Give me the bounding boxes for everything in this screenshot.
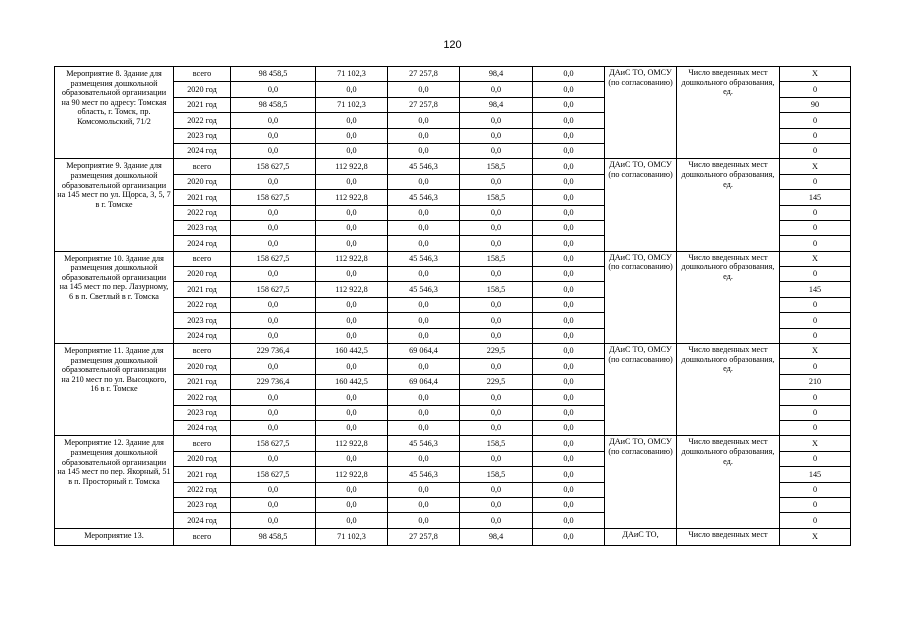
indicator-value-cell: 0 — [780, 359, 851, 374]
total-cell: 0,0 — [231, 297, 316, 312]
extra-cell: 0,0 — [533, 113, 605, 128]
period-cell: 2022 год — [174, 113, 231, 128]
period-cell: всего — [174, 159, 231, 174]
indicator-value-cell: X — [780, 436, 851, 451]
regional-cell: 0,0 — [388, 143, 460, 158]
executor-cell: ДАиС ТО, ОМСУ (по согласованию) — [605, 67, 677, 159]
extra-cell: 0,0 — [533, 405, 605, 420]
extra-cell: 0,0 — [533, 236, 605, 251]
local-cell: 0,0 — [460, 267, 533, 282]
federal-cell: 0,0 — [316, 297, 388, 312]
period-cell: 2023 год — [174, 313, 231, 328]
extra-cell: 0,0 — [533, 482, 605, 497]
total-cell: 0,0 — [231, 205, 316, 220]
total-cell: 0,0 — [231, 390, 316, 405]
regional-cell: 0,0 — [388, 359, 460, 374]
indicator-value-cell: 145 — [780, 467, 851, 482]
federal-cell: 0,0 — [316, 328, 388, 343]
extra-cell: 0,0 — [533, 205, 605, 220]
local-cell: 0,0 — [460, 420, 533, 435]
total-cell: 0,0 — [231, 328, 316, 343]
total-cell: 158 627,5 — [231, 282, 316, 297]
local-cell: 0,0 — [460, 82, 533, 97]
indicator-cell: Число введенных мест дошкольного образования, ед. — [677, 159, 780, 251]
total-cell: 158 627,5 — [231, 467, 316, 482]
period-cell: всего — [174, 344, 231, 359]
federal-cell: 0,0 — [316, 128, 388, 143]
period-cell: 2024 год — [174, 513, 231, 528]
federal-cell: 160 442,5 — [316, 344, 388, 359]
total-cell: 158 627,5 — [231, 159, 316, 174]
local-cell: 0,0 — [460, 128, 533, 143]
period-cell: 2021 год — [174, 97, 231, 112]
total-cell: 158 627,5 — [231, 190, 316, 205]
federal-cell: 0,0 — [316, 390, 388, 405]
regional-cell: 0,0 — [388, 451, 460, 466]
indicator-value-cell: 0 — [780, 297, 851, 312]
total-cell: 98 458,5 — [231, 528, 316, 545]
regional-cell: 45 546,3 — [388, 436, 460, 451]
regional-cell: 45 546,3 — [388, 190, 460, 205]
federal-cell: 0,0 — [316, 513, 388, 528]
indicator-value-cell: 0 — [780, 236, 851, 251]
total-cell: 0,0 — [231, 236, 316, 251]
total-cell: 0,0 — [231, 420, 316, 435]
total-cell: 0,0 — [231, 482, 316, 497]
total-cell: 0,0 — [231, 313, 316, 328]
indicator-value-cell: 0 — [780, 205, 851, 220]
total-cell: 229 736,4 — [231, 374, 316, 389]
extra-cell: 0,0 — [533, 528, 605, 545]
period-cell: 2021 год — [174, 467, 231, 482]
local-cell: 158,5 — [460, 436, 533, 451]
regional-cell: 45 546,3 — [388, 467, 460, 482]
period-cell: 2024 год — [174, 236, 231, 251]
total-cell: 0,0 — [231, 405, 316, 420]
local-cell: 0,0 — [460, 313, 533, 328]
extra-cell: 0,0 — [533, 174, 605, 189]
regional-cell: 0,0 — [388, 113, 460, 128]
regional-cell: 0,0 — [388, 420, 460, 435]
federal-cell: 112 922,8 — [316, 251, 388, 266]
local-cell: 0,0 — [460, 451, 533, 466]
local-cell: 0,0 — [460, 236, 533, 251]
local-cell: 98,4 — [460, 97, 533, 112]
executor-cell: ДАиС ТО, — [605, 528, 677, 545]
federal-cell: 160 442,5 — [316, 374, 388, 389]
activity-name-cell: Мероприятие 9. Здание для размещения дошкольной образовательной организации на 145 мест по ул. Щорса, 3, 5, 7 в г. Томске — [55, 159, 174, 251]
indicator-value-cell: 0 — [780, 174, 851, 189]
total-cell: 0,0 — [231, 174, 316, 189]
indicator-value-cell: 0 — [780, 420, 851, 435]
indicator-cell: Число введенных мест дошкольного образования, ед. — [677, 251, 780, 343]
budget-table — [54, 66, 851, 546]
indicator-cell: Число введенных мест дошкольного образования, ед. — [677, 344, 780, 436]
federal-cell: 0,0 — [316, 220, 388, 235]
local-cell: 0,0 — [460, 513, 533, 528]
period-cell: 2023 год — [174, 497, 231, 512]
federal-cell: 0,0 — [316, 82, 388, 97]
indicator-value-cell: 210 — [780, 374, 851, 389]
extra-cell: 0,0 — [533, 497, 605, 512]
regional-cell: 0,0 — [388, 482, 460, 497]
period-cell: 2022 год — [174, 482, 231, 497]
indicator-cell: Число введенных мест — [677, 528, 780, 545]
extra-cell: 0,0 — [533, 128, 605, 143]
extra-cell: 0,0 — [533, 220, 605, 235]
total-cell: 0,0 — [231, 497, 316, 512]
period-cell: всего — [174, 436, 231, 451]
regional-cell: 45 546,3 — [388, 251, 460, 266]
local-cell: 98,4 — [460, 528, 533, 545]
period-cell: всего — [174, 251, 231, 266]
period-cell: 2022 год — [174, 297, 231, 312]
indicator-value-cell: 0 — [780, 451, 851, 466]
period-cell: 2021 год — [174, 190, 231, 205]
regional-cell: 27 257,8 — [388, 97, 460, 112]
indicator-value-cell: 0 — [780, 220, 851, 235]
extra-cell: 0,0 — [533, 420, 605, 435]
regional-cell: 0,0 — [388, 205, 460, 220]
extra-cell: 0,0 — [533, 513, 605, 528]
activity-name-cell: Мероприятие 12. Здание для размещения дошкольной образовательной организации на 145 мест по пер. Якорный, 51 в п. Просторный г. Томска — [55, 436, 174, 528]
local-cell: 0,0 — [460, 113, 533, 128]
table-row — [55, 436, 851, 451]
federal-cell: 112 922,8 — [316, 190, 388, 205]
federal-cell: 112 922,8 — [316, 436, 388, 451]
total-cell: 158 627,5 — [231, 436, 316, 451]
local-cell: 0,0 — [460, 328, 533, 343]
indicator-value-cell: X — [780, 528, 851, 545]
indicator-value-cell: 0 — [780, 267, 851, 282]
federal-cell: 0,0 — [316, 497, 388, 512]
period-cell: 2021 год — [174, 282, 231, 297]
extra-cell: 0,0 — [533, 359, 605, 374]
regional-cell: 0,0 — [388, 267, 460, 282]
total-cell: 229 736,4 — [231, 344, 316, 359]
extra-cell: 0,0 — [533, 267, 605, 282]
local-cell: 158,5 — [460, 159, 533, 174]
executor-cell: ДАиС ТО, ОМСУ (по согласованию) — [605, 159, 677, 251]
period-cell: всего — [174, 528, 231, 545]
extra-cell: 0,0 — [533, 374, 605, 389]
indicator-value-cell: X — [780, 67, 851, 82]
total-cell: 0,0 — [231, 143, 316, 158]
regional-cell: 0,0 — [388, 313, 460, 328]
period-cell: 2024 год — [174, 328, 231, 343]
indicator-value-cell: 0 — [780, 390, 851, 405]
indicator-value-cell: 0 — [780, 513, 851, 528]
regional-cell: 69 064,4 — [388, 344, 460, 359]
federal-cell: 71 102,3 — [316, 528, 388, 545]
period-cell: 2022 год — [174, 205, 231, 220]
activity-name-cell: Мероприятие 13. — [55, 528, 174, 545]
regional-cell: 0,0 — [388, 236, 460, 251]
local-cell: 0,0 — [460, 497, 533, 512]
activity-name-cell: Мероприятие 10. Здание для размещения дошкольной образовательной организации на 145 мест по пер. Лазурному, 6 в п. Светлый в г. Томска — [55, 251, 174, 343]
regional-cell: 45 546,3 — [388, 282, 460, 297]
local-cell: 0,0 — [460, 143, 533, 158]
extra-cell: 0,0 — [533, 328, 605, 343]
executor-cell: ДАиС ТО, ОМСУ (по согласованию) — [605, 251, 677, 343]
indicator-value-cell: X — [780, 159, 851, 174]
page-number: 120 — [443, 39, 462, 51]
extra-cell: 0,0 — [533, 143, 605, 158]
extra-cell: 0,0 — [533, 82, 605, 97]
indicator-value-cell: 0 — [780, 113, 851, 128]
total-cell: 158 627,5 — [231, 251, 316, 266]
federal-cell: 0,0 — [316, 205, 388, 220]
regional-cell: 0,0 — [388, 513, 460, 528]
federal-cell: 112 922,8 — [316, 282, 388, 297]
indicator-value-cell: 0 — [780, 497, 851, 512]
regional-cell: 0,0 — [388, 82, 460, 97]
total-cell: 0,0 — [231, 359, 316, 374]
local-cell: 0,0 — [460, 174, 533, 189]
federal-cell: 0,0 — [316, 236, 388, 251]
federal-cell: 0,0 — [316, 451, 388, 466]
indicator-value-cell: 90 — [780, 97, 851, 112]
total-cell: 0,0 — [231, 82, 316, 97]
indicator-value-cell: 0 — [780, 82, 851, 97]
local-cell: 158,5 — [460, 467, 533, 482]
federal-cell: 112 922,8 — [316, 467, 388, 482]
local-cell: 98,4 — [460, 67, 533, 82]
indicator-value-cell: 0 — [780, 482, 851, 497]
regional-cell: 27 257,8 — [388, 528, 460, 545]
indicator-value-cell: 145 — [780, 190, 851, 205]
federal-cell: 0,0 — [316, 267, 388, 282]
federal-cell: 0,0 — [316, 420, 388, 435]
local-cell: 0,0 — [460, 220, 533, 235]
local-cell: 0,0 — [460, 405, 533, 420]
period-cell: 2020 год — [174, 359, 231, 374]
extra-cell: 0,0 — [533, 97, 605, 112]
period-cell: 2024 год — [174, 143, 231, 158]
extra-cell: 0,0 — [533, 344, 605, 359]
federal-cell: 0,0 — [316, 313, 388, 328]
federal-cell: 0,0 — [316, 359, 388, 374]
period-cell: 2024 год — [174, 420, 231, 435]
local-cell: 158,5 — [460, 282, 533, 297]
executor-cell: ДАиС ТО, ОМСУ (по согласованию) — [605, 436, 677, 528]
table-row — [55, 251, 851, 266]
extra-cell: 0,0 — [533, 282, 605, 297]
extra-cell: 0,0 — [533, 313, 605, 328]
regional-cell: 69 064,4 — [388, 374, 460, 389]
local-cell: 158,5 — [460, 251, 533, 266]
total-cell: 0,0 — [231, 451, 316, 466]
period-cell: 2023 год — [174, 128, 231, 143]
indicator-value-cell: 0 — [780, 313, 851, 328]
regional-cell: 0,0 — [388, 128, 460, 143]
total-cell: 98 458,5 — [231, 97, 316, 112]
regional-cell: 0,0 — [388, 220, 460, 235]
local-cell: 0,0 — [460, 390, 533, 405]
extra-cell: 0,0 — [533, 390, 605, 405]
indicator-value-cell: X — [780, 251, 851, 266]
total-cell: 0,0 — [231, 513, 316, 528]
regional-cell: 0,0 — [388, 497, 460, 512]
regional-cell: 0,0 — [388, 297, 460, 312]
table-row — [55, 67, 851, 82]
local-cell: 229,5 — [460, 344, 533, 359]
indicator-value-cell: 0 — [780, 128, 851, 143]
local-cell: 0,0 — [460, 205, 533, 220]
local-cell: 158,5 — [460, 190, 533, 205]
period-cell: 2020 год — [174, 451, 231, 466]
regional-cell: 27 257,8 — [388, 67, 460, 82]
regional-cell: 45 546,3 — [388, 159, 460, 174]
extra-cell: 0,0 — [533, 190, 605, 205]
extra-cell: 0,0 — [533, 297, 605, 312]
federal-cell: 0,0 — [316, 174, 388, 189]
period-cell: 2022 год — [174, 390, 231, 405]
regional-cell: 0,0 — [388, 174, 460, 189]
table-row — [55, 528, 851, 545]
period-cell: 2023 год — [174, 405, 231, 420]
total-cell: 0,0 — [231, 113, 316, 128]
period-cell: всего — [174, 67, 231, 82]
indicator-value-cell: 145 — [780, 282, 851, 297]
regional-cell: 0,0 — [388, 390, 460, 405]
activity-name-cell: Мероприятие 8. Здание для размещения дошкольной образовательной организации на 90 мест по адресу: Томская область, г. Томск, пр. Комсомольский, 71/2 — [55, 67, 174, 159]
local-cell: 229,5 — [460, 374, 533, 389]
regional-cell: 0,0 — [388, 405, 460, 420]
indicator-cell: Число введенных мест дошкольного образования, ед. — [677, 67, 780, 159]
federal-cell: 0,0 — [316, 482, 388, 497]
federal-cell: 71 102,3 — [316, 97, 388, 112]
indicator-value-cell: 0 — [780, 405, 851, 420]
total-cell: 98 458,5 — [231, 67, 316, 82]
federal-cell: 0,0 — [316, 113, 388, 128]
extra-cell: 0,0 — [533, 251, 605, 266]
local-cell: 0,0 — [460, 482, 533, 497]
indicator-value-cell: 0 — [780, 328, 851, 343]
federal-cell: 0,0 — [316, 405, 388, 420]
extra-cell: 0,0 — [533, 451, 605, 466]
period-cell: 2021 год — [174, 374, 231, 389]
total-cell: 0,0 — [231, 220, 316, 235]
total-cell: 0,0 — [231, 128, 316, 143]
extra-cell: 0,0 — [533, 467, 605, 482]
extra-cell: 0,0 — [533, 159, 605, 174]
period-cell: 2020 год — [174, 267, 231, 282]
regional-cell: 0,0 — [388, 328, 460, 343]
extra-cell: 0,0 — [533, 67, 605, 82]
extra-cell: 0,0 — [533, 436, 605, 451]
period-cell: 2020 год — [174, 82, 231, 97]
period-cell: 2020 год — [174, 174, 231, 189]
total-cell: 0,0 — [231, 267, 316, 282]
local-cell: 0,0 — [460, 359, 533, 374]
indicator-value-cell: X — [780, 344, 851, 359]
indicator-value-cell: 0 — [780, 143, 851, 158]
activity-name-cell: Мероприятие 11. Здание для размещения дошкольной образовательной организации на 210 мест по ул. Высоцкого, 16 в г. Томске — [55, 344, 174, 436]
local-cell: 0,0 — [460, 297, 533, 312]
table-row — [55, 159, 851, 174]
indicator-cell: Число введенных мест дошкольного образования, ед. — [677, 436, 780, 528]
period-cell: 2023 год — [174, 220, 231, 235]
federal-cell: 71 102,3 — [316, 67, 388, 82]
federal-cell: 0,0 — [316, 143, 388, 158]
table-row — [55, 344, 851, 359]
executor-cell: ДАиС ТО, ОМСУ (по согласованию) — [605, 344, 677, 436]
federal-cell: 112 922,8 — [316, 159, 388, 174]
